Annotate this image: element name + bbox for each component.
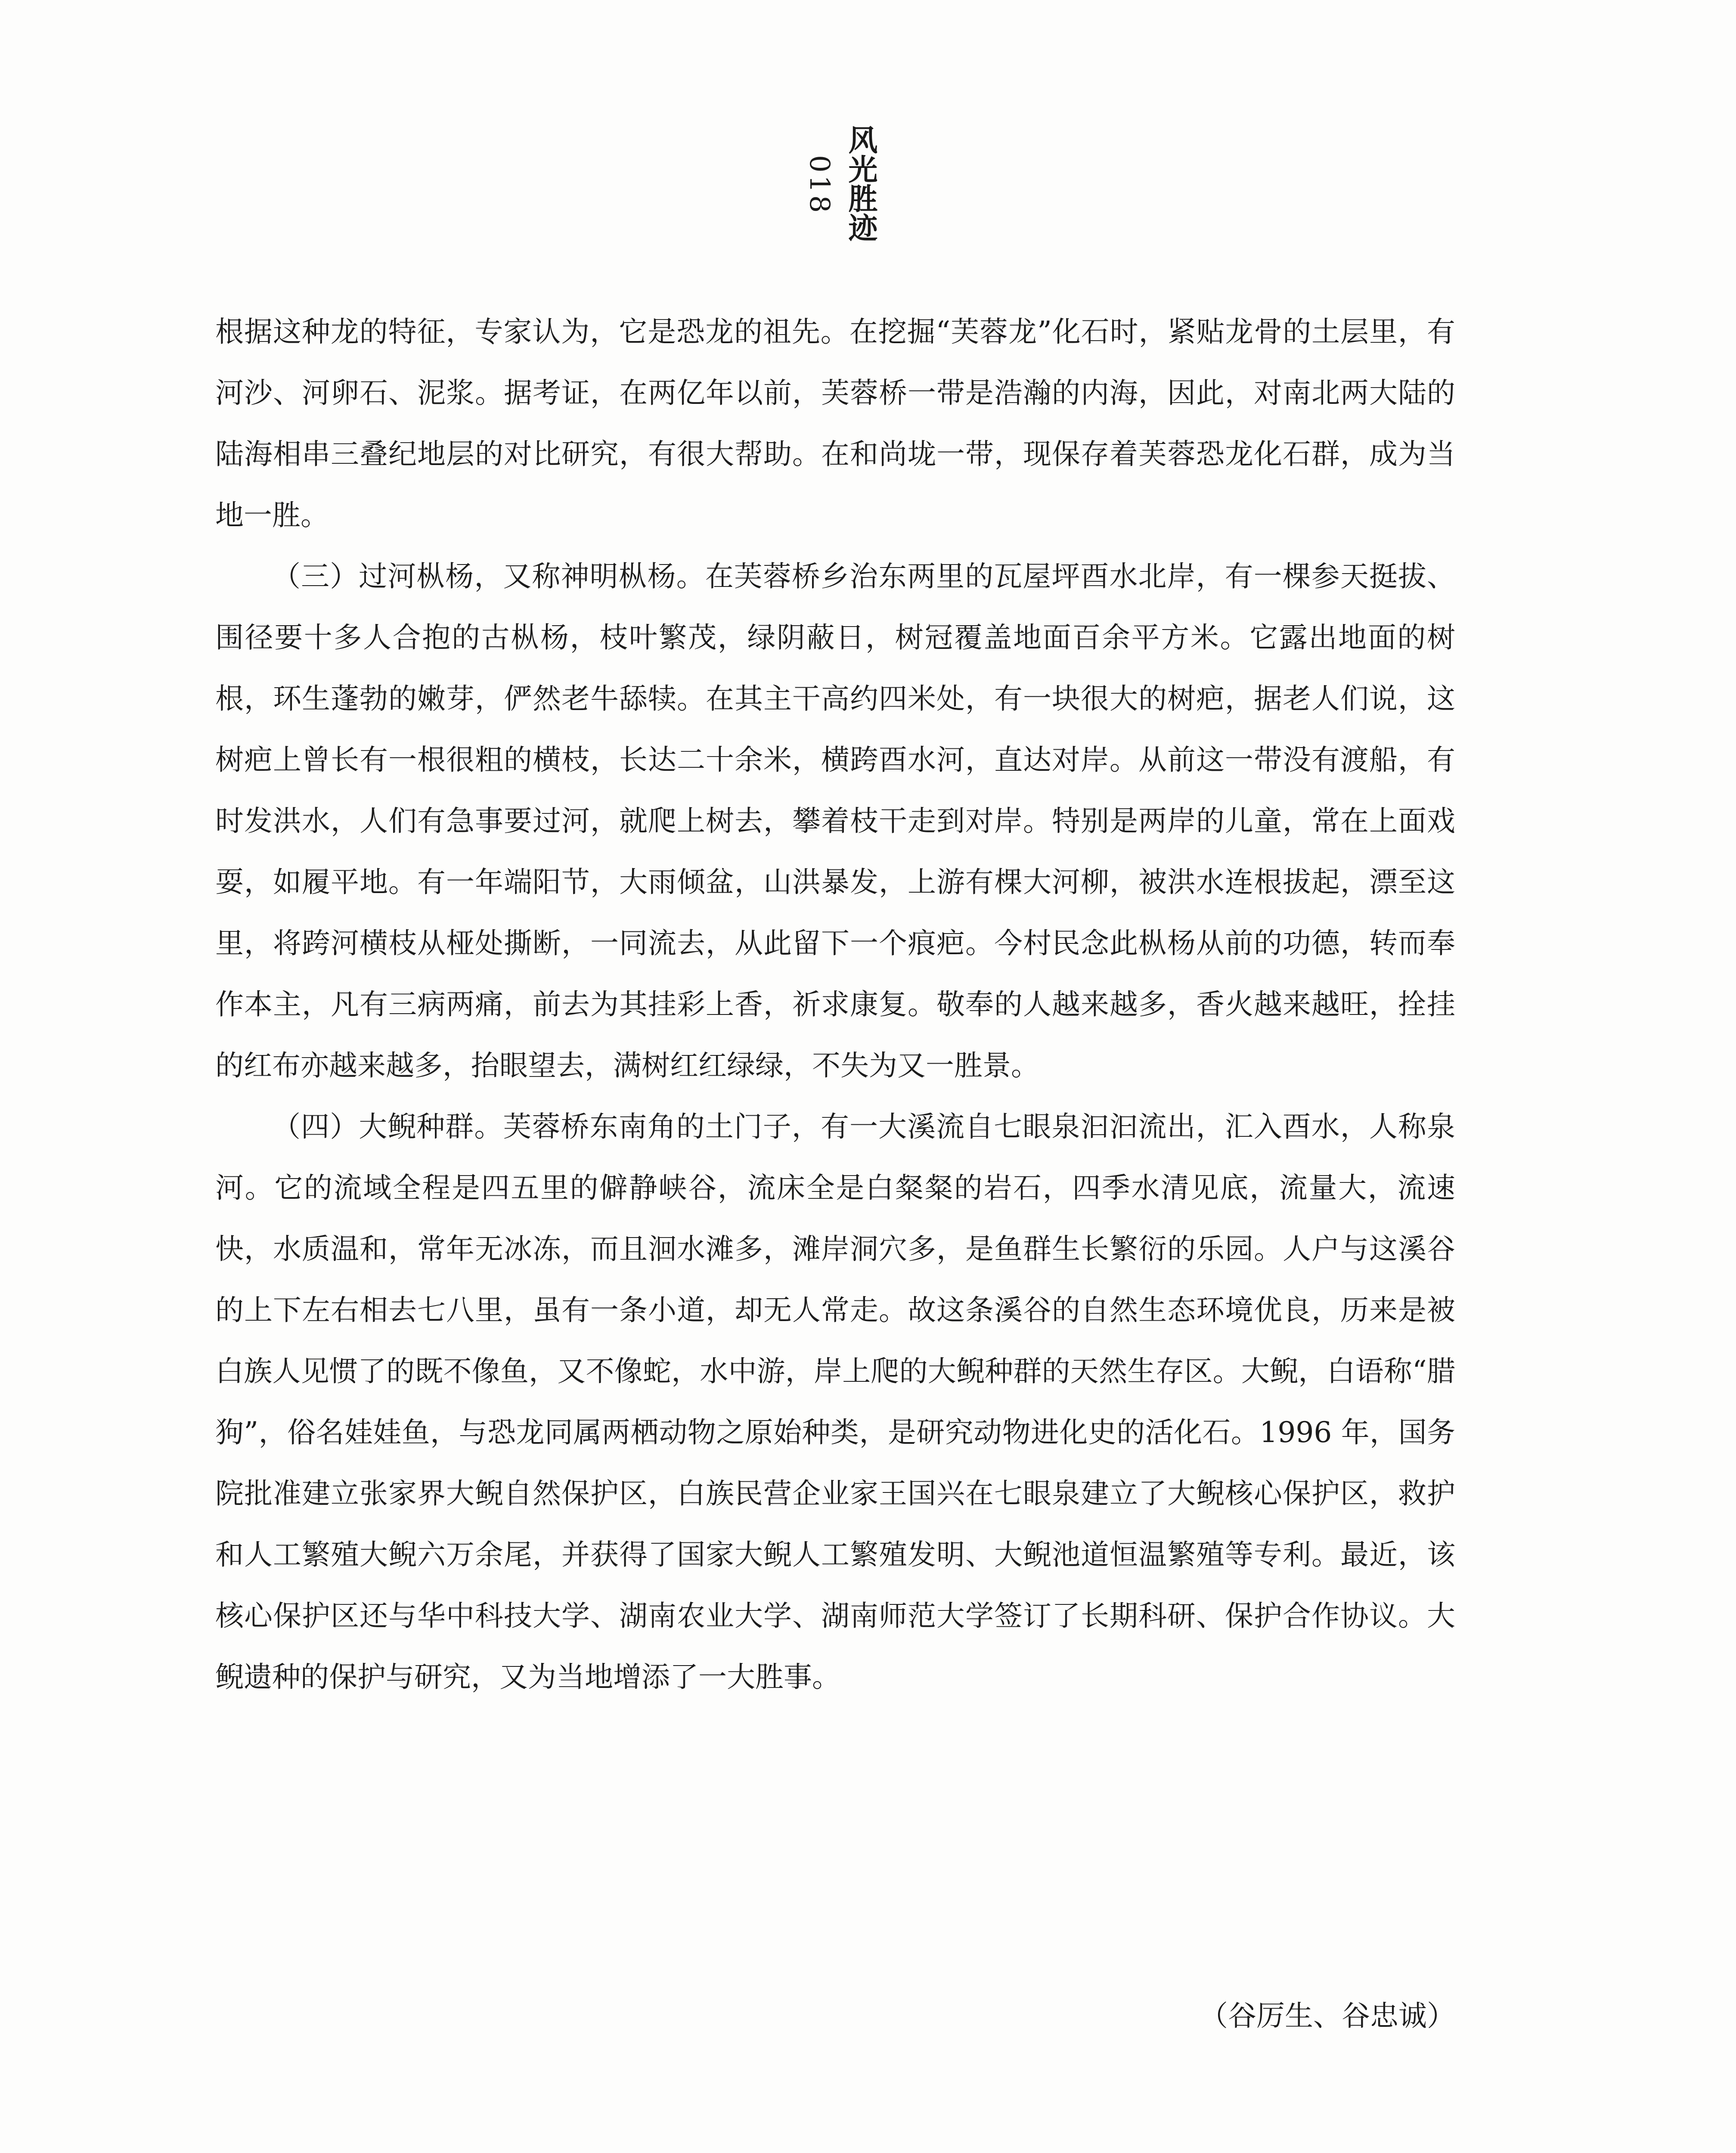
body-text bbox=[215, 301, 1455, 1708]
paragraph-guohe-congyang: （三）过河枞杨，又称神明枞杨。在芙蓉桥乡治东两里的瓦屋坪酉水北岸，有一棵参天挺拔、围径要十多人合抱的古枞杨，枝叶繁茂，绿阴蔽日，树冠覆盖地面百余平方米。它露出地面的树根，环生蓬勃的嫩芽，俨然老牛舔犊。在其主干高约四米处，有一块很大的树疤，据老人们说，这树疤上曾长有一根很粗的横枝，长达二十余米，横跨酉水河，直达对岸。从前这一带没有渡船，有时发洪水，人们有急事要过河，就爬上树去，攀着枝干走到对岸。特别是两岸的儿童，常在上面戏耍，如履平地。有一年端阳节，大雨倾盆，山洪暴发，上游有棵大河柳，被洪水连根拔起，漂至这里，将跨河横枝从桠处撕断，一同流去，从此留下一个痕疤。今村民念此枞杨从前的功德，转而奉作本主，凡有三病两痛，前去为其挂彩上香，祈求康复。敬奉的人越来越多，香火越来越旺，拴挂的红布亦越来越多，抬眼望去，满树红红绿绿，不失为又一胜景。 bbox=[215, 560, 1455, 1082]
paragraph-giant-salamander: （四）大鲵种群。芙蓉桥东南角的土门子，有一大溪流自七眼泉汩汩流出，汇入酉水，人称泉河。它的流域全程是四五里的僻静峡谷，流床全是白粲粲的岩石，四季水清见底，流量大，流速快，水质温和，常年无冰冻，而且洄水滩多，滩岸洞穴多，是鱼群生长繁衍的乐园。人户与这溪谷的上下左右相去七八里，虽有一条小道，却无人常走。故这条溪谷的自然生态环境优良，历来是被白族人见惯了的既不像鱼，又不像蛇，水中游，岸上爬的大鲵种群的天然生存区。大鲵，白语称“腊狗”，俗名娃娃鱼，与恐龙同属两栖动物之原始种类，是研究动物进化史的活化石。1996 年，国务院批准建立张家界大鲵自然保护区，白族民营企业家王国兴在七眼泉建立了大鲵核心保护区，救护和人工繁殖大鲵六万余尾，并获得了国家大鲵人工繁殖发明、大鲵池道恒温繁殖等专利。最近，该核心保护区还与华中科技大学、湖南农业大学、湖南师范大学签订了长期科研、保护合作协议。大鲵遗种的保护与研究，又为当地增添了一大胜事。 bbox=[215, 1110, 1455, 1694]
section-title: 风光胜迹 bbox=[843, 125, 877, 242]
running-header bbox=[792, 125, 896, 267]
author-attribution: （谷厉生、谷忠诚） bbox=[1200, 1999, 1455, 2032]
paragraph-fossil-continued: 根据这种龙的特征，专家认为，它是恐龙的祖先。在挖掘“芙蓉龙”化石时，紧贴龙骨的土层里，有河沙、河卵石、泥浆。据考证，在两亿年以前，芙蓉桥一带是浩瀚的内海，因此，对南北两大陆的陆海相串三叠纪地层的对比研究，有很大帮助。在和尚垅一带，现保存着芙蓉恐龙化石群，成为当地一胜。 bbox=[215, 315, 1455, 532]
page-number: 018 bbox=[803, 155, 835, 216]
